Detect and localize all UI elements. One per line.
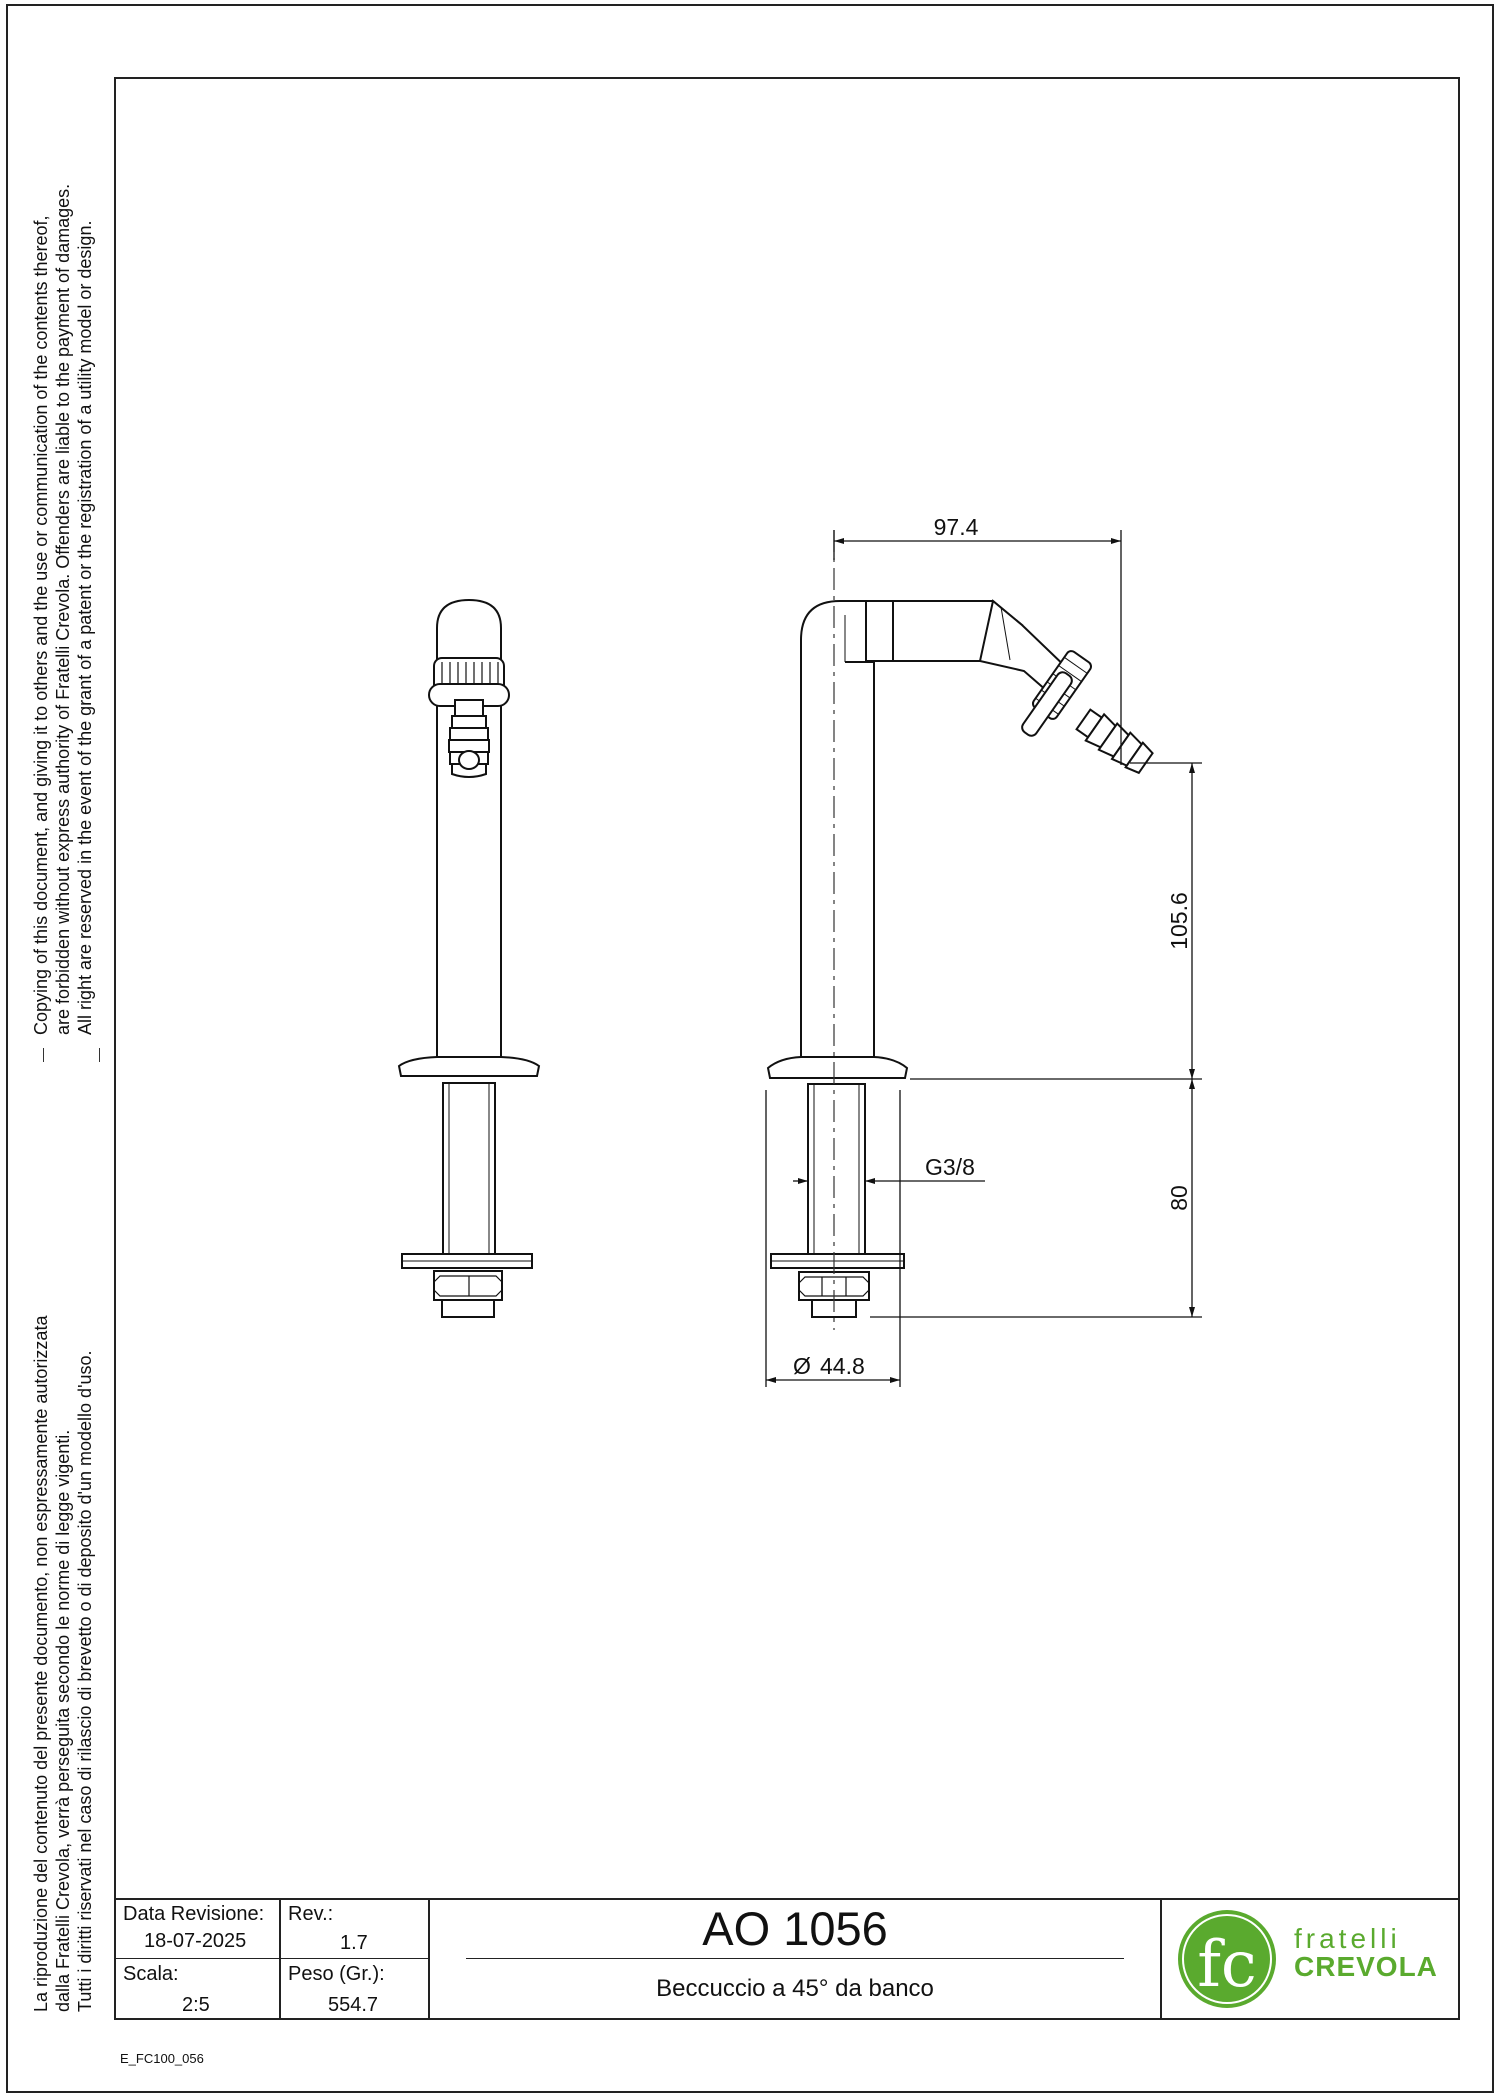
legal-notice-en-line: Copying of this document, and giving it to others and the use or communication of the contents thereof, xyxy=(31,215,51,1035)
front-flange xyxy=(399,1057,539,1076)
dim-diameter-symbol: Ø xyxy=(793,1353,811,1379)
dim-diameter-label: 44.8 xyxy=(820,1353,865,1379)
legal-notice-it-line: Tutti i diritti riservati nel caso di rilascio di brevetto o di deposito d'un modello d'uso. xyxy=(75,1350,95,2012)
scale-label: Scala: xyxy=(123,1963,179,1985)
side-shank xyxy=(808,1084,865,1254)
side-vertical-tube xyxy=(801,601,893,1057)
rev-label: Rev.: xyxy=(288,1903,334,1925)
scale-value: 2:5 xyxy=(182,1994,210,2016)
legal-notice-en-line: are forbidden without express authority of Fratelli Crevola. Offenders are liable to the payment of damages. xyxy=(53,183,73,1035)
dim-width-label: 97.4 xyxy=(933,514,979,540)
front-view xyxy=(399,600,539,1317)
rev-value: 1.7 xyxy=(340,1932,368,1954)
revision-date-label: Data Revisione: xyxy=(123,1903,265,1925)
weight-value: 554.7 xyxy=(328,1994,379,2016)
front-shank-end xyxy=(442,1300,494,1317)
legal-notice-en-line: All right are reserved in the event of the grant of a patent or the registration of a utility model or design. xyxy=(75,220,95,1035)
dim-thread-label: G3/8 xyxy=(925,1154,975,1180)
product-description: Beccuccio a 45° da banco xyxy=(656,1975,934,2002)
dim-shank-length-label: 80 xyxy=(1166,1185,1192,1211)
front-shank xyxy=(443,1083,495,1254)
logo-text-fratelli: fratelli xyxy=(1294,1923,1401,1954)
legal-notice-it-line: dalla Fratelli Crevola, verrà perseguita secondo le norme di legge vigenti. xyxy=(53,1429,73,2012)
document-code: E_FC100_056 xyxy=(120,2051,204,2066)
logo-monogram: fc xyxy=(1197,1928,1257,2002)
product-code: AO 1056 xyxy=(702,1902,888,1955)
side-hose-barb xyxy=(1074,706,1155,776)
side-view xyxy=(768,601,1155,1317)
front-cap xyxy=(437,600,501,640)
revision-date: 18-07-2025 xyxy=(144,1930,247,1952)
front-barb-collar xyxy=(455,700,483,716)
legal-notice-it-line: La riproduzione del contenuto del presente documento, non espressamente autorizzata xyxy=(31,1315,51,2012)
logo-text-crevola: CREVOLA xyxy=(1294,1951,1438,1982)
dim-spout-height-label: 105.6 xyxy=(1166,892,1192,950)
side-flange xyxy=(768,1057,907,1078)
weight-label: Peso (Gr.): xyxy=(288,1963,385,1985)
company-logo-mark xyxy=(1176,1906,1278,2012)
